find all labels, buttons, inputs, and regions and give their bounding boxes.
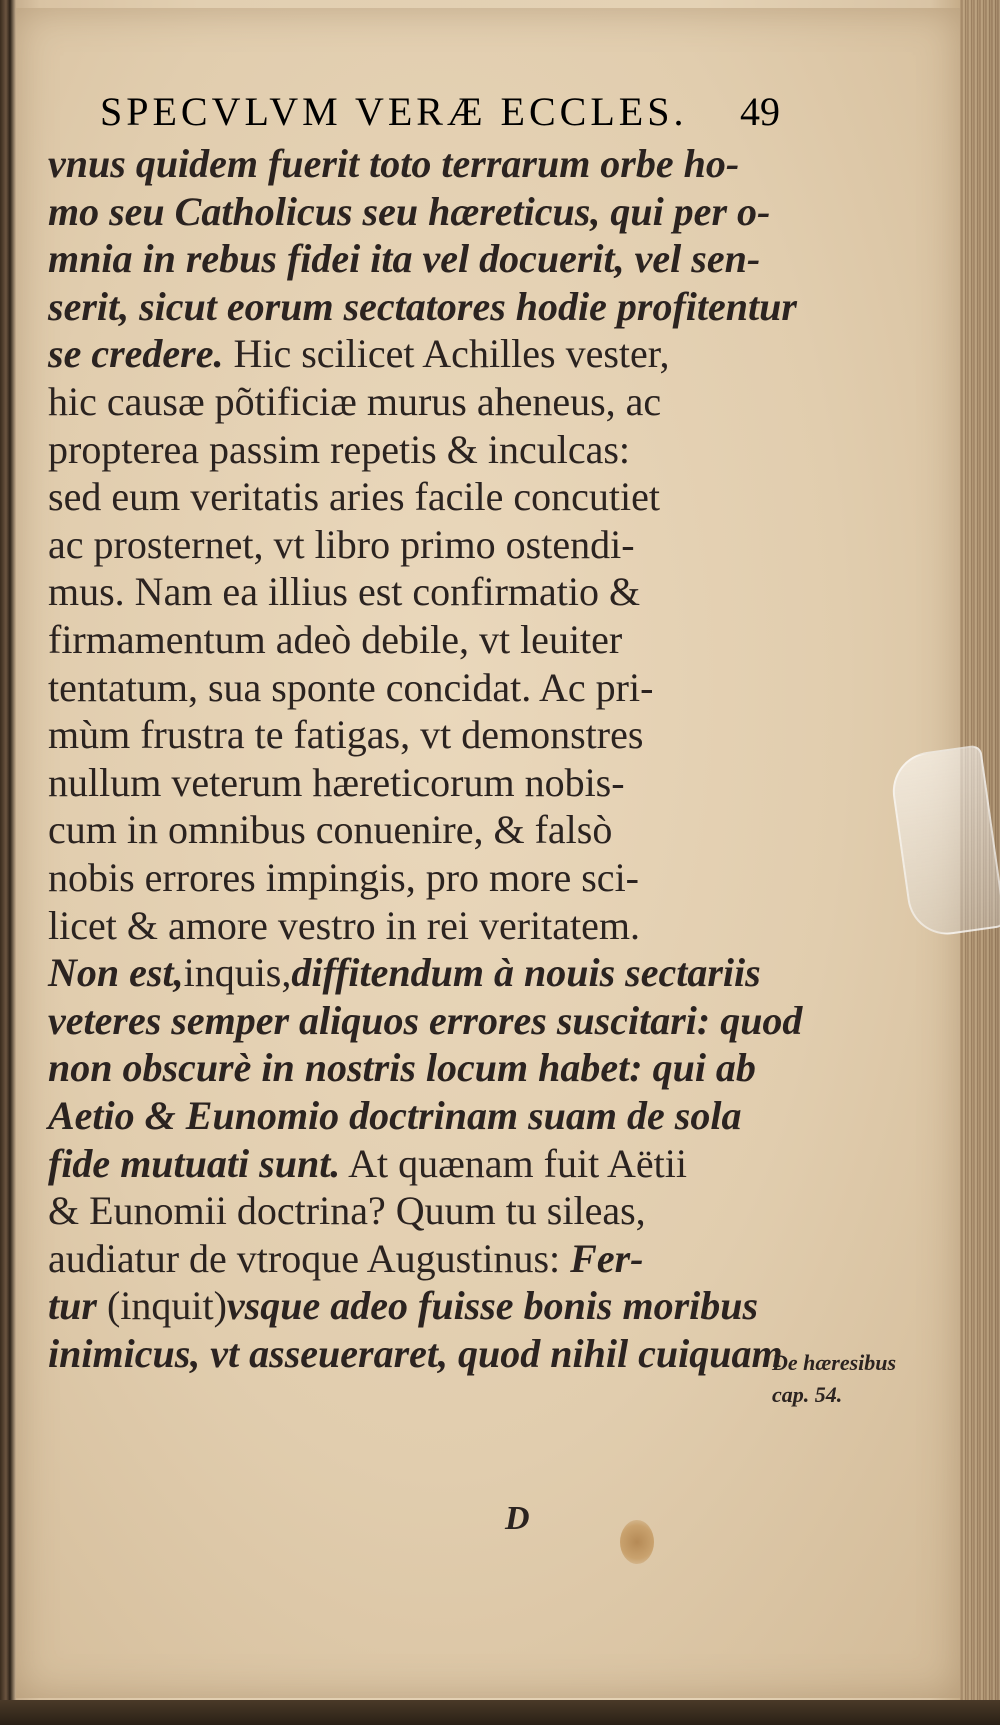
signature-mark: D <box>505 1500 530 1537</box>
margin-note-line-2: cap. 54. <box>772 1382 843 1407</box>
text-line <box>48 1187 646 1235</box>
roman-run: propterea passim repetis & inculcas: <box>48 426 631 472</box>
roman-run: Hic scilicet Achilles vester, <box>223 331 670 377</box>
text-line <box>48 1330 783 1378</box>
italic-run: diffitendum à nouis sectariis <box>291 950 761 996</box>
text-line <box>48 759 625 807</box>
italic-run: inimicus, vt asseueraret, quod nihil cuiquam <box>48 1331 783 1376</box>
roman-run: cum in omnibus conuenire, & falsò <box>48 807 613 853</box>
roman-run: sed eum veritatis aries facile concutiet <box>48 474 660 520</box>
text-line <box>48 188 770 236</box>
text-line <box>48 235 760 283</box>
text-line <box>48 1282 758 1330</box>
text-line <box>48 473 660 521</box>
text-line <box>48 521 635 569</box>
margin-note-line-1: De hæresibus <box>772 1350 897 1375</box>
text-line <box>48 902 640 950</box>
text-line <box>48 616 622 664</box>
italic-run: fide mutuati sunt. <box>48 1140 341 1186</box>
text-line <box>48 378 661 426</box>
italic-run: veteres semper aliquos errores suscitari: quod <box>48 997 803 1043</box>
roman-run: ac prosternet, vt libro primo ostendi- <box>48 521 635 567</box>
text-line <box>48 806 612 854</box>
text-line <box>48 283 797 331</box>
roman-run: mus. Nam ea illius est confirmatio & <box>48 569 641 615</box>
roman-run: mùm frustra te fatigas, vt demonstres <box>48 712 644 758</box>
bottom-edge <box>0 1700 1000 1725</box>
paper-stain <box>620 1520 654 1564</box>
text-line <box>48 1044 756 1092</box>
roman-run: inquis, <box>183 950 292 996</box>
page-number: 49 <box>740 89 780 134</box>
roman-run: & Eunomii doctrina? Quum tu sileas, <box>48 1188 646 1234</box>
text-line <box>48 949 761 997</box>
roman-run: nullum veterum hæreticorum nobis- <box>48 759 625 805</box>
roman-run: firmamentum adeò debile, vt leuiter <box>48 617 623 662</box>
italic-run: tur <box>48 1283 107 1329</box>
text-line <box>48 997 802 1045</box>
roman-run: tentatum, sua sponte concidat. Ac pri- <box>48 664 654 710</box>
italic-run: mo seu Catholicus seu hæreticus, qui per o- <box>48 188 771 234</box>
text-line <box>48 664 653 712</box>
italic-run: vsque adeo fuisse bonis moribus <box>226 1283 759 1329</box>
text-line <box>48 1235 643 1283</box>
roman-run: hic causæ põtificiæ murus aheneus, ac <box>48 379 662 424</box>
text-line <box>48 568 640 616</box>
italic-run: Fer- <box>570 1235 644 1281</box>
text-line <box>48 140 739 188</box>
text-line <box>48 330 670 378</box>
text-line <box>48 426 630 474</box>
italic-run: Non est, <box>48 950 184 996</box>
roman-run: At quænam fuit Aëtii <box>340 1140 687 1186</box>
text-line <box>48 1092 741 1140</box>
italic-run: Aetio & Eunomio doctrinam suam de sola <box>48 1093 742 1138</box>
roman-run: licet & amore vestro in rei veritatem. <box>48 902 640 948</box>
running-header <box>100 88 780 135</box>
roman-run: audiatur de vtroque Augustinus: <box>48 1235 571 1281</box>
roman-run: nobis errores impingis, pro more sci- <box>48 855 639 900</box>
italic-run: se credere. <box>48 331 224 377</box>
text-line <box>48 1140 687 1188</box>
running-title: SPECVLVM VERÆ ECCLES. <box>100 89 688 134</box>
italic-run: mnia in rebus fidei ita vel docuerit, vel sen- <box>48 236 761 282</box>
text-line <box>48 854 639 902</box>
italic-run: non obscurè in nostris locum habet: qui ab <box>48 1045 756 1091</box>
text-line <box>48 711 643 759</box>
italic-run: serit, sicut eorum sectatores hodie profitentur <box>48 283 797 329</box>
italic-run: vnus quidem fuerit toto terrarum orbe ho- <box>48 141 740 186</box>
roman-run: (inquit) <box>106 1283 227 1329</box>
